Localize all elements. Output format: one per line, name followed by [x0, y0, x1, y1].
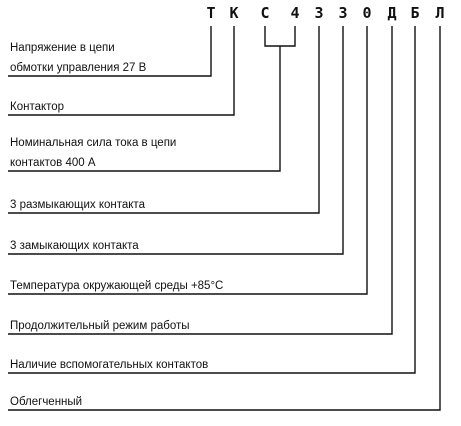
description-text: Наличие вспомогательных контактов — [10, 359, 209, 371]
description-text: Напряжение в цепи — [10, 42, 115, 54]
description-text: Облегченный — [10, 396, 83, 408]
code-letter: К — [229, 4, 239, 22]
description-text: 3 размыкающих контакта — [10, 199, 145, 211]
description-text: Контактор — [10, 101, 65, 113]
code-letter: 3 — [314, 4, 324, 22]
code-letter: Б — [410, 4, 420, 22]
description-text: обмотки управления 27 В — [10, 62, 147, 74]
code-letters — [206, 4, 444, 22]
leader-lines — [8, 26, 440, 410]
description-text: 3 замыкающих контакта — [10, 240, 139, 252]
code-letter: 3 — [338, 4, 348, 22]
description-text: Номинальная сила тока в цепи — [10, 137, 177, 149]
code-letter: Л — [435, 4, 445, 22]
leader-line — [8, 26, 319, 213]
code-letter: Д — [387, 4, 397, 22]
description-text: Температура окружающей среды +85°С — [10, 280, 224, 292]
code-letter: С — [260, 4, 270, 22]
code-letter: 4 — [290, 4, 300, 22]
code-letter: 0 — [362, 4, 372, 22]
description-text: Продолжительный режим работы — [10, 320, 190, 332]
descriptions — [10, 42, 223, 408]
leader-line — [8, 26, 440, 410]
group-bracket — [265, 26, 295, 46]
code-letter: Т — [206, 4, 216, 22]
description-text: контактов 400 А — [10, 157, 96, 169]
